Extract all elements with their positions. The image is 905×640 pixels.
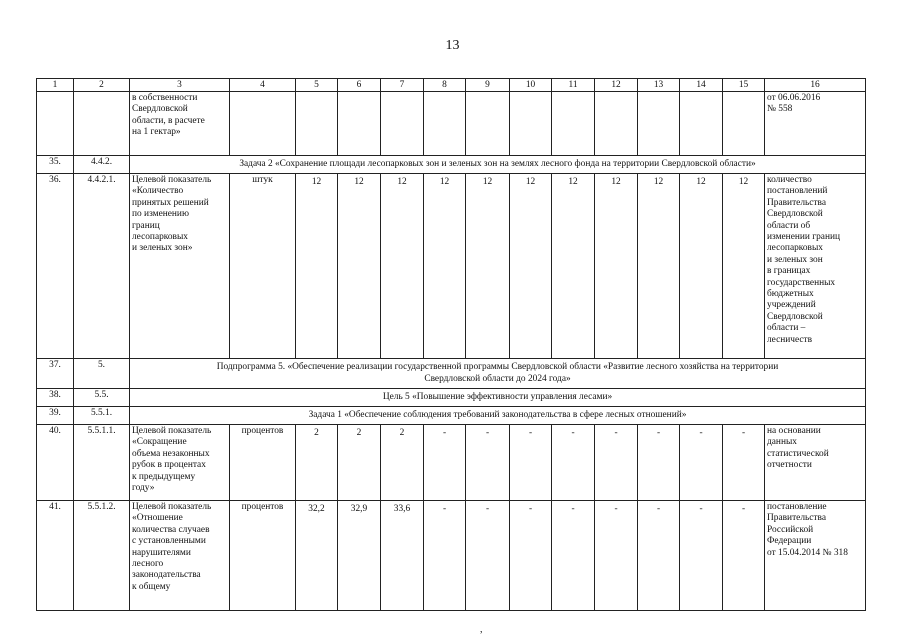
value-cell — [424, 92, 466, 156]
header-cell: 5 — [296, 79, 338, 92]
row-code: 5.5.1.2. — [74, 501, 130, 611]
value-cell: - — [424, 501, 466, 611]
header-cell: 7 — [381, 79, 424, 92]
value-cell: 33,6 — [381, 501, 424, 611]
value-cell — [723, 92, 765, 156]
row-code — [74, 92, 130, 156]
row-code: 4.4.2.1. — [74, 174, 130, 359]
value-cell: 12 — [680, 174, 723, 359]
header-row — [37, 79, 866, 92]
table-body — [37, 79, 866, 611]
row-code: 5.5. — [74, 389, 130, 407]
section-row — [37, 156, 866, 174]
value-cell: 12 — [723, 174, 765, 359]
header-cell: 4 — [230, 79, 296, 92]
header-cell: 10 — [510, 79, 552, 92]
value-cell: 12 — [338, 174, 381, 359]
section-title: Задача 1 «Обеспечение соблюдения требований законодательства в сфере лесных отношений» — [130, 407, 866, 425]
value-cell — [338, 92, 381, 156]
value-cell: 2 — [381, 425, 424, 501]
value-cell: 12 — [638, 174, 680, 359]
value-cell: - — [424, 425, 466, 501]
header-cell: 11 — [552, 79, 595, 92]
table-row — [37, 501, 866, 611]
section-row — [37, 407, 866, 425]
row-code: 5.5.1. — [74, 407, 130, 425]
row-number: 36. — [37, 174, 74, 359]
footer-mark: , — [480, 624, 483, 635]
header-cell: 16 — [765, 79, 866, 92]
value-cell: - — [638, 501, 680, 611]
row-number — [37, 92, 74, 156]
indicator-name: в собственности Свердловской области, в расчете на 1 гектар» — [130, 92, 230, 156]
header-cell: 14 — [680, 79, 723, 92]
header-cell: 1 — [37, 79, 74, 92]
source-note: количество постановлений Правительства Свердловской области об изменении границ лесопарковых и зеленых зон в границах государственных бюджетных учреждений Свердловской области – лесничеств — [765, 174, 866, 359]
section-title: Подпрограмма 5. «Обеспечение реализации государственной программы Свердловской области «Развитие лесного хозяйства на территории Свердловской области до 2024 года» — [130, 359, 866, 389]
value-cell: - — [466, 425, 510, 501]
unit-cell: процентов — [230, 501, 296, 611]
header-cell: 12 — [595, 79, 638, 92]
table-row — [37, 174, 866, 359]
value-cell: - — [638, 425, 680, 501]
header-cell: 15 — [723, 79, 765, 92]
value-cell: - — [680, 501, 723, 611]
row-number: 35. — [37, 156, 74, 174]
row-number: 40. — [37, 425, 74, 501]
value-cell: 32,2 — [296, 501, 338, 611]
row-number: 41. — [37, 501, 74, 611]
value-cell — [552, 92, 595, 156]
header-cell: 13 — [638, 79, 680, 92]
value-cell: - — [510, 501, 552, 611]
indicator-name: Целевой показатель «Отношение количества случаев с установленными нарушителями лесного законодательства к общему — [130, 501, 230, 611]
section-title: Задача 2 «Сохранение площади лесопарковых зон и зеленых зон на землях лесного фонда на территории Свердловской области» — [130, 156, 866, 174]
header-cell: 6 — [338, 79, 381, 92]
row-code: 5. — [74, 359, 130, 389]
value-cell — [638, 92, 680, 156]
value-cell: - — [510, 425, 552, 501]
source-note: на основании данных статистической отчетности — [765, 425, 866, 501]
table-row — [37, 425, 866, 501]
value-cell — [296, 92, 338, 156]
row-number: 39. — [37, 407, 74, 425]
unit-cell: штук — [230, 174, 296, 359]
section-row — [37, 359, 866, 389]
indicator-name: Целевой показатель «Сокращение объема незаконных рубок в процентах к предыдущему году» — [130, 425, 230, 501]
section-title: Цель 5 «Повышение эффективности управления лесами» — [130, 389, 866, 407]
row-number: 38. — [37, 389, 74, 407]
value-cell: - — [680, 425, 723, 501]
header-cell: 2 — [74, 79, 130, 92]
value-cell: - — [595, 425, 638, 501]
value-cell — [466, 92, 510, 156]
value-cell: 2 — [338, 425, 381, 501]
value-cell: 12 — [424, 174, 466, 359]
value-cell: 12 — [552, 174, 595, 359]
value-cell: - — [595, 501, 638, 611]
value-cell: 12 — [381, 174, 424, 359]
header-cell: 9 — [466, 79, 510, 92]
indicators-table — [36, 78, 866, 611]
row-code: 4.4.2. — [74, 156, 130, 174]
value-cell — [510, 92, 552, 156]
indicator-name: Целевой показатель «Количество принятых решений по изменению границ лесопарковых и зеленых зон» — [130, 174, 230, 359]
unit-cell: процентов — [230, 425, 296, 501]
header-cell: 8 — [424, 79, 466, 92]
section-row — [37, 389, 866, 407]
value-cell — [680, 92, 723, 156]
unit-cell — [230, 92, 296, 156]
value-cell: - — [552, 425, 595, 501]
value-cell: - — [723, 501, 765, 611]
value-cell: 12 — [510, 174, 552, 359]
value-cell: 32,9 — [338, 501, 381, 611]
table-row — [37, 92, 866, 156]
value-cell: - — [723, 425, 765, 501]
value-cell: 12 — [466, 174, 510, 359]
source-note: от 06.06.2016 № 558 — [765, 92, 866, 156]
source-note: постановление Правительства Российской Федерации от 15.04.2014 № 318 — [765, 501, 866, 611]
row-code: 5.5.1.1. — [74, 425, 130, 501]
value-cell: - — [552, 501, 595, 611]
value-cell: 2 — [296, 425, 338, 501]
header-cell: 3 — [130, 79, 230, 92]
page-number: 13 — [445, 38, 460, 53]
value-cell — [595, 92, 638, 156]
value-cell: 12 — [595, 174, 638, 359]
value-cell — [381, 92, 424, 156]
row-number: 37. — [37, 359, 74, 389]
value-cell: - — [466, 501, 510, 611]
value-cell: 12 — [296, 174, 338, 359]
